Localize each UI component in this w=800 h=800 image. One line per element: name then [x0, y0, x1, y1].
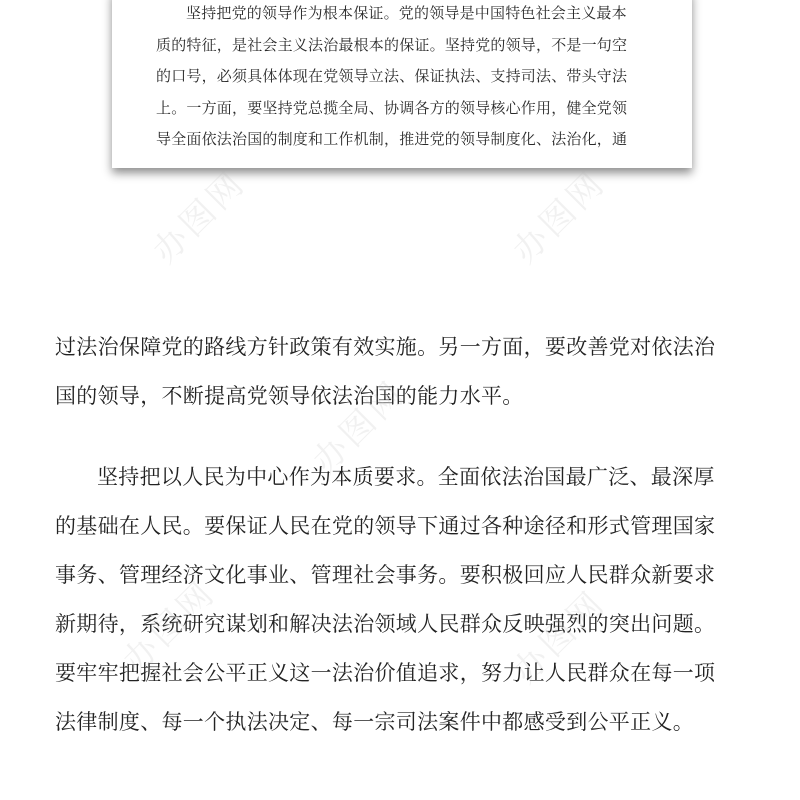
text-line: 的基础在人民。要保证人民在党的领导下通过各种途径和形式管理国家: [55, 514, 716, 538]
watermark: 办图网: [145, 162, 254, 272]
text-line: 要牢牢把握社会公平正义这一法治价值追求，努力让人民群众在每一项: [55, 661, 716, 685]
text-line: 坚持把以人民为中心作为本质要求。全面依法治国最广泛、最深厚: [97, 465, 715, 489]
watermark: 办图网: [305, 372, 414, 482]
text-line: 法律制度、每一个执法决定、每一宗司法案件中都感受到公平正义。: [55, 710, 694, 734]
card-line: 上。一方面，要坚持党总揽全局、协调各方的领导核心作用，健全党领: [156, 98, 628, 117]
paragraph-2: [55, 453, 755, 747]
watermark: 办图网: [115, 572, 224, 682]
paragraph-1: [55, 323, 755, 421]
card-line: 的口号，必须具体体现在党领导立法、保证执法、支持司法、带头守法: [156, 67, 628, 85]
text-line: 新期待，系统研究谋划和解决法治领域人民群众反映强烈的突出问题。: [55, 612, 716, 636]
card-line: 坚持把党的领导作为根本保证。党的领导是中国特色社会主义最本: [186, 4, 627, 22]
text-line: 过法治保障党的路线方针政策有效实施。另一方面，要改善党对依法治: [55, 335, 716, 359]
card-line: 导全面依法治国的制度和工作机制，推进党的领导制度化、法治化，通: [156, 130, 628, 148]
text-line: 事务、管理经济文化事业、管理社会事务。要积极回应人民群众新要求: [55, 563, 716, 587]
excerpt-card: [112, 0, 692, 168]
watermark: 办图网: [505, 582, 614, 692]
card-line: 质的特征，是社会主义法治最根本的保证。坚持党的领导，不是一句空: [156, 35, 628, 54]
text-line: 国的领导，不断提高党领导依法治国的能力水平。: [55, 384, 524, 408]
body-text: [55, 323, 755, 747]
watermark: 办图网: [505, 162, 614, 272]
